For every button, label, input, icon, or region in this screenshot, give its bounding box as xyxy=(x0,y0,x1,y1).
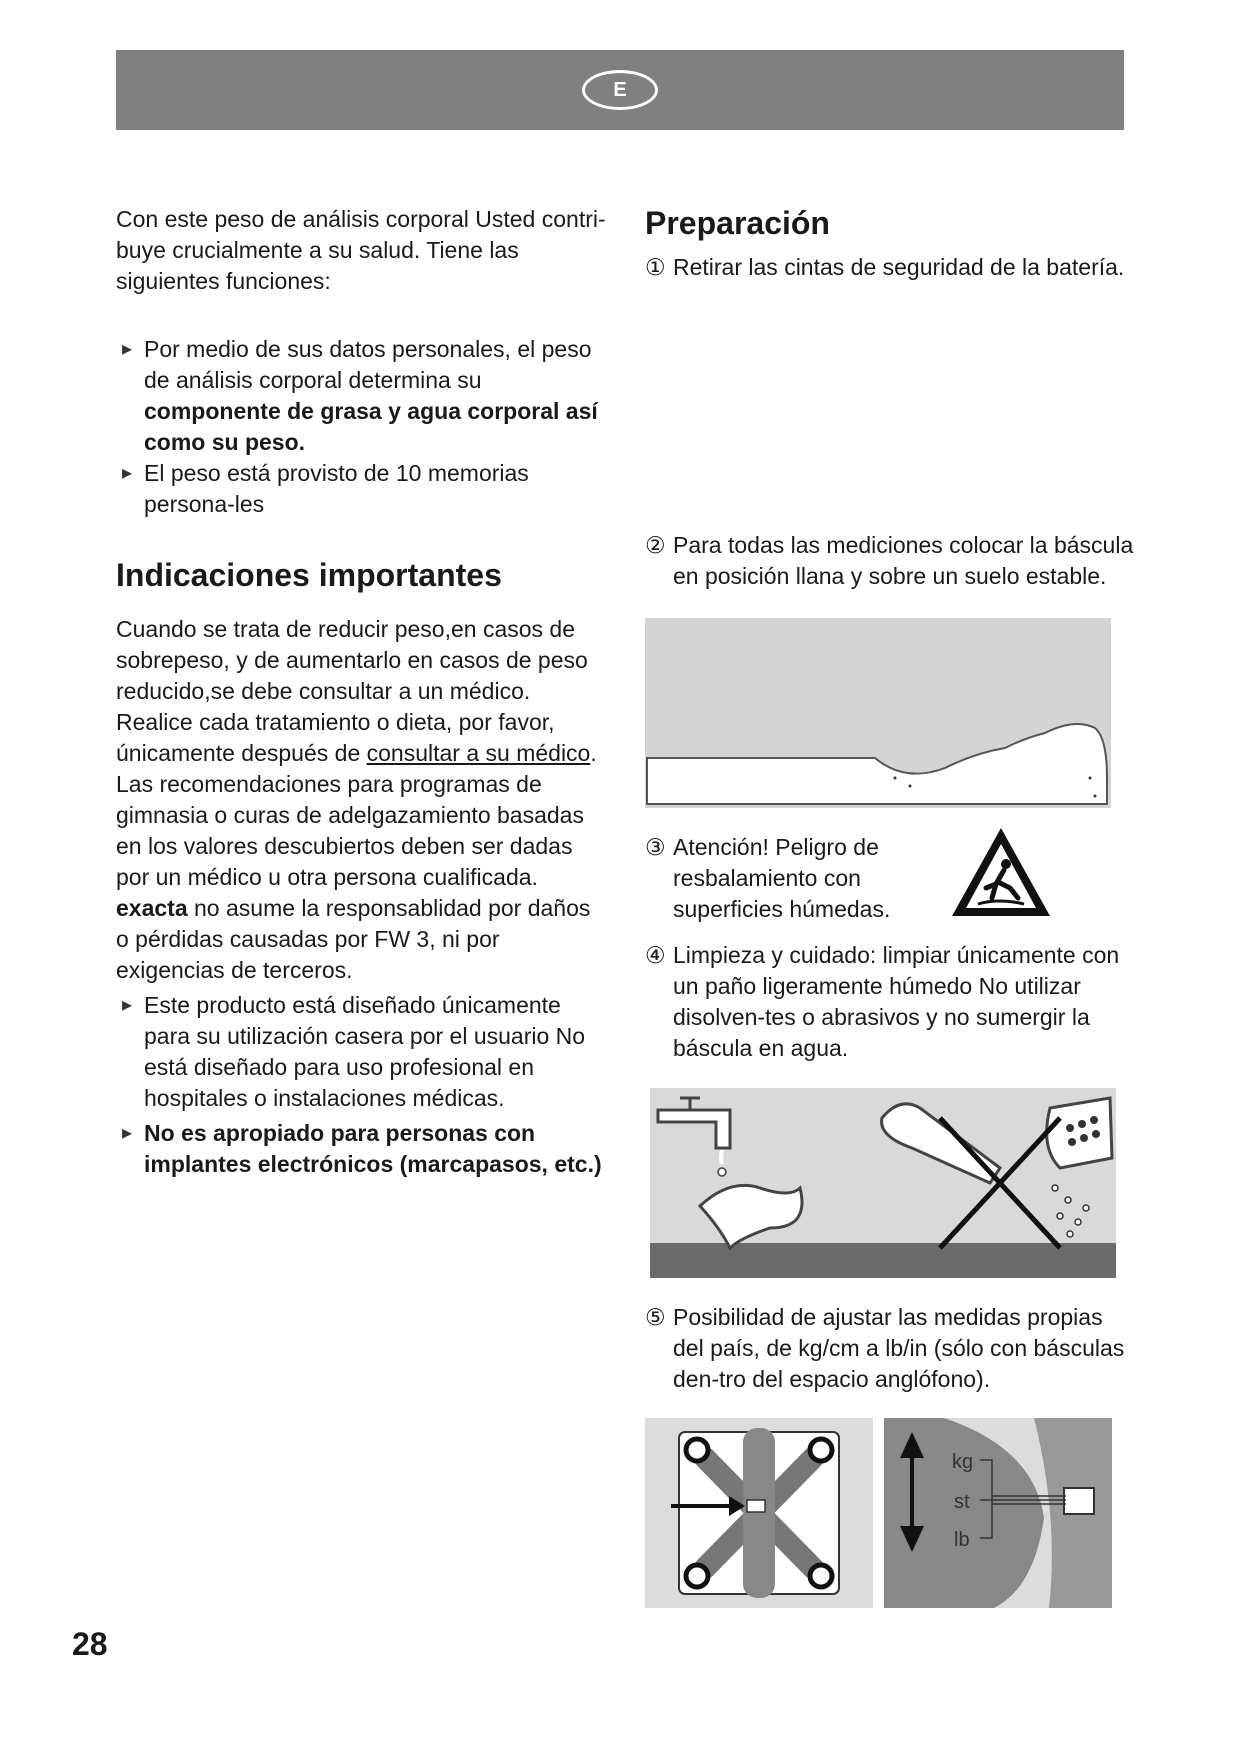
list-item: ▸ Este producto está diseñado únicamente para su utilización casera por el usuario No está diseñado para uso profesional en hospitales o instalaciones médicas. xyxy=(116,990,606,1114)
cleaning-illustration xyxy=(650,1088,1116,1278)
step-5: ⑤ Posibilidad de ajustar las medidas propias del país, de kg/cm a lb/in (sólo con básculas den-tro del espacio anglófono). xyxy=(645,1304,1125,1392)
indications-section xyxy=(116,556,606,1180)
scale-bottom-illustration xyxy=(645,1418,873,1608)
step-3: ③ Atención! Peligro de resbalamiento con superficies húmedas. xyxy=(645,834,891,922)
intro-bullets xyxy=(116,334,606,520)
stable-floor-illustration xyxy=(645,618,1111,808)
step-1: ① Retirar las cintas de seguridad de la batería. xyxy=(645,254,1125,280)
list-item: ▸ No es apropiado para personas con implantes electrónicos (marcapasos, etc.) xyxy=(116,1118,606,1180)
unit-switch-illustration xyxy=(884,1418,1112,1608)
page-number: 28 xyxy=(72,1626,108,1662)
header-banner xyxy=(116,50,1124,130)
indications-paragraph: Cuando se trata de reducir peso,en casos de sobrepeso, y de aumentarlo en casos de peso reducido,se debe consultar a un médico. Realice cada tratamiento o dieta, por favor, únicamente después de consultar a su médico. xyxy=(116,616,597,766)
intro-section xyxy=(116,204,606,297)
indications-paragraph: Las recomendaciones para programas de gimnasia o curas de adelgazamiento basadas en los valores descubiertos deben ser dadas por un médico u otra persona cualificada. xyxy=(116,771,584,890)
step-2: ② Para todas las mediciones colocar la báscula en posición llana y sobre un suelo estable. xyxy=(645,532,1134,589)
language-badge: E xyxy=(582,70,658,110)
brand-name: exacta xyxy=(116,895,188,921)
step-4: ④ Limpieza y cuidado: limpiar únicamente con un paño ligeramente húmedo No utilizar disolven-tes o abrasivos y no sumergir la báscula en agua. xyxy=(645,942,1120,1061)
intro-text: Con este peso de análisis corporal Usted contri-buye crucialmente a su salud. Tiene las siguientes funciones: xyxy=(116,206,606,294)
slippery-warning-icon xyxy=(948,824,1054,922)
disclaimer-paragraph: exacta no asume la responsablidad por daños o pérdidas causadas por FW 3, ni por exigencias de terceros. xyxy=(116,895,591,983)
preparation-section xyxy=(645,204,1135,283)
unit-label-st: st xyxy=(954,1491,970,1513)
unit-label-lb: lb xyxy=(954,1529,970,1551)
unit-label-kg: kg xyxy=(952,1451,974,1473)
section-title: Indicaciones importantes xyxy=(116,557,502,593)
doctor-link-text: consultar a su médico xyxy=(366,740,591,766)
list-item: ▸ Por medio de sus datos personales, el peso de análisis corporal determina su componente de grasa y agua corporal así como su peso. xyxy=(116,334,606,458)
section-title: Preparación xyxy=(645,205,830,241)
list-item: ▸ El peso está provisto de 10 memorias persona-les xyxy=(116,458,606,520)
